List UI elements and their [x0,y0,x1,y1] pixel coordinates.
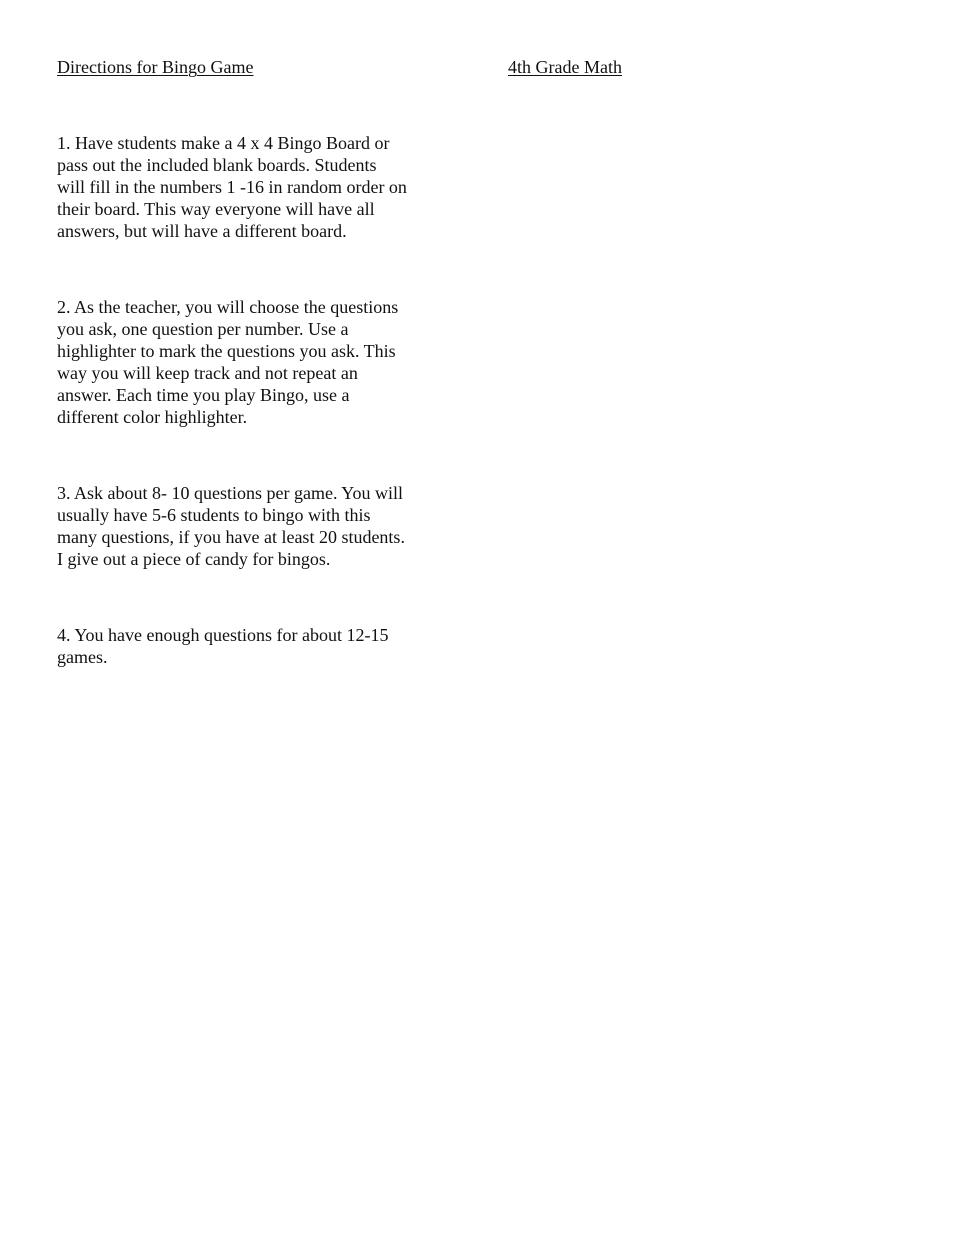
step-line: I give out a piece of candy for bingos. [57,549,331,569]
document-title: Directions for Bingo Game [57,57,254,77]
step-line: highlighter to mark the questions you ask. This [57,341,396,361]
step-line: their board. This way everyone will have all [57,199,375,219]
step-line: will fill in the numbers 1 -16 in random order on [57,177,407,197]
direction-step-4 [57,624,457,668]
step-line: games. [57,647,108,667]
step-line: 3. Ask about 8- 10 questions per game. You will [57,483,403,503]
direction-step-3 [57,482,457,570]
grade-subject-label: 4th Grade Math [508,57,622,77]
step-line: many questions, if you have at least 20 students. [57,527,405,547]
direction-step-2 [57,296,457,428]
step-line: way you will keep track and not repeat an [57,363,358,383]
step-line: answers, but will have a different board. [57,221,347,241]
direction-step-1 [57,132,457,242]
step-line: you ask, one question per number. Use a [57,319,349,339]
step-line: 4. You have enough questions for about 12-15 [57,625,389,645]
step-line: different color highlighter. [57,407,248,427]
step-line: answer. Each time you play Bingo, use a [57,385,350,405]
step-line: pass out the included blank boards. Students [57,155,377,175]
step-line: usually have 5-6 students to bingo with this [57,505,371,525]
step-line: 1. Have students make a 4 x 4 Bingo Board or [57,133,390,153]
step-line: 2. As the teacher, you will choose the questions [57,297,399,317]
